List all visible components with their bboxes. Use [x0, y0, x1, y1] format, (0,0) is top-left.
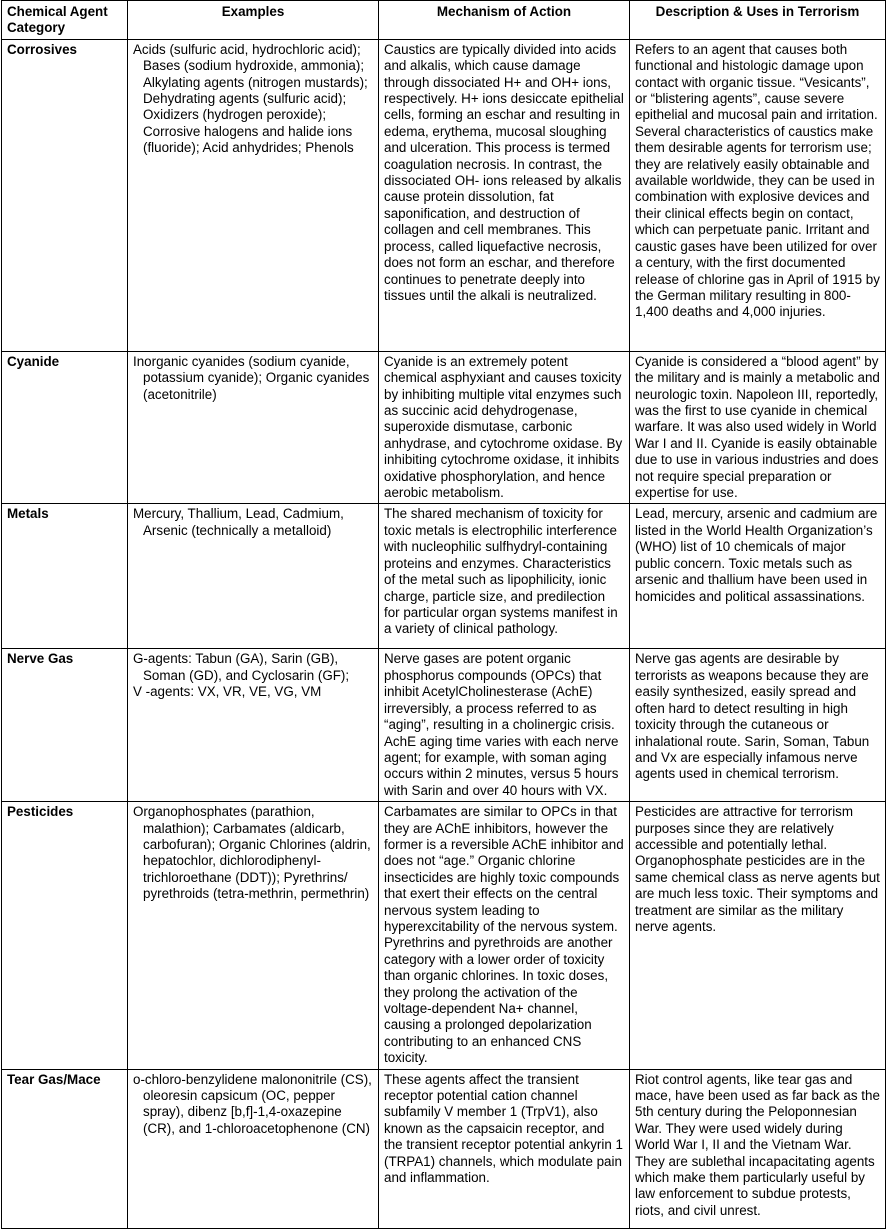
- category-cell: Pesticides: [2, 802, 128, 1070]
- table-row: [2, 504, 886, 649]
- header-description: Description & Uses in Terrorism: [630, 1, 886, 40]
- mechanism-text: Nerve gases are potent organic phosphorus compounds (OPCs) that inhibit AcetylCholinesterase (AchE) irreversibly, a process referred to as “aging”, resulting in a cholinergic crisis. AchE aging time varies with each nerve agent; for example, with soman aging occurs within 2 minutes, versus 5 hours with Sarin and over 40 hours with VX.: [384, 651, 619, 798]
- category-cell: Nerve Gas: [2, 649, 128, 802]
- examples-cell: [128, 351, 379, 504]
- category-cell: Tear Gas/Mace: [2, 1069, 128, 1228]
- examples-cell: [128, 39, 379, 351]
- mechanism-text: These agents affect the transient receptor potential cation channel subfamily V member 1 (TrpV1), also known as the capsaicin receptor, and the transient receptor potential ankyrin 1 (TRPA1) channels, which modulate pain and inflammation.: [384, 1071, 623, 1186]
- examples-cell: [128, 504, 379, 649]
- mechanism-cell: [379, 39, 630, 351]
- description-text: Cyanide is considered a “blood agent” by the military and is mainly a metabolic and neurologic toxin. Napoleon III, reportedly, was the first to use cyanide in chemical warfare. It was also used widely in World War I and II. Cyanide is easily obtainable due to use in various industries and does not require special preparation or expertise for use.: [635, 353, 880, 501]
- examples-cell: [128, 1069, 379, 1228]
- examples-text: o-chloro-benzylidene malononitrile (CS), oleoresin capsicum (OC, pepper spray), dibenz [b,f]-1,4-oxazepine (CR), and 1-chloroacetophenone (CN): [133, 1071, 372, 1136]
- examples-line: G-agents: Tabun (GA), Sarin (GB), Soman (GD), and Cyclosarin (GF);: [133, 651, 350, 683]
- mechanism-cell: [379, 351, 630, 504]
- chemical-agents-table: [1, 0, 886, 1229]
- description-cell: [630, 504, 886, 649]
- examples-line: V -agents: VX, VR, VE, VG, VM: [133, 684, 322, 700]
- category-cell: Corrosives: [2, 39, 128, 351]
- category-cell: Cyanide: [2, 351, 128, 504]
- examples-text: Mercury, Thallium, Lead, Cadmium, Arsenic (technically a metalloid): [133, 506, 344, 538]
- table-row: [2, 1069, 886, 1228]
- mechanism-text: Carbamates are similar to OPCs in that they are AChE inhibitors, however the former is a reversible AChE inhibitor and does not “age.” Organic chlorine insecticides are highly toxic compounds that exert their effects on the central nervous system leading to hyperexcitability of the nervous system. Pyrethrins and pyrethroids are another category with a lower order of toxicity than organic chlorines. In toxic doses, they prolong the activation of the voltage-dependent Na+ channel, causing a prolonged depolarization contributing to an enhanced CNS toxicity.: [384, 804, 624, 1066]
- description-text: Refers to an agent that causes both functional and histologic damage upon contact with organic tissue. “Vesicants”, or “blistering agents”, cause severe epithelial and mucosal pain and irritation. Several characteristics of caustics make them desirable agents for terrorism use; they are relatively easily obtainable and available worldwide, they can be used in combination with explosive devices and their clinical effects begin on contact, which can perpetuate panic. Irritant and caustic gases have been utilized for over a century, with the first documented release of chlorine gas in April of 1915 by the German military resulting in 800-1,400 deaths and 4,000 injuries.: [635, 41, 880, 320]
- mechanism-text: Cyanide is an extremely potent chemical asphyxiant and causes toxicity by inhibiting multiple vital enzymes such as succinic acid dehydrogenase, superoxide dismutase, carbonic anhydrase, and cytochrome oxidase. By inhibiting cytochrome oxidase, it inhibits oxidative phosphorylation, and hence aerobic metabolism.: [384, 353, 623, 501]
- description-text: Pesticides are attractive for terrorism purposes since they are relatively accessible and potentially lethal. Organophosphate pesticides are in the same chemical class as nerve agents but are much less toxic. Their symptoms and treatment are similar as the military nerve agents.: [635, 804, 880, 934]
- table-header-row: [2, 1, 886, 40]
- table-row: [2, 39, 886, 351]
- description-text: Nerve gas agents are desirable by terrorists as weapons because they are easily synthesized, easily spread and often hard to detect resulting in high toxicity through the cutaneous or inhalational route. Sarin, Soman, Tabun and Vx are especially infamous nerve agents used in chemical terrorism.: [635, 651, 870, 782]
- table-row: [2, 802, 886, 1070]
- description-cell: [630, 802, 886, 1070]
- description-text: Riot control agents, like tear gas and mace, have been used as far back as the 5th century during the Peloponnesian War. They were used widely during World War I, II and the Vietnam War. They are sublethal incapacitating agents which make them particularly useful by law enforcement to subdue protests, riots, and civil unrest.: [635, 1071, 880, 1218]
- mechanism-cell: [379, 802, 630, 1070]
- examples-cell: [128, 802, 379, 1070]
- examples-text: Organophosphates (parathion, malathion); Carbamates (aldicarb, carbofuran); Organic Chlorines (aldrin, hepatochlor, dichlorodiphenyl-trichloroethane (DDT)); Pyrethrins/ pyrethroids (tetra-methrin, permethrin): [133, 804, 371, 902]
- mechanism-text: Caustics are typically divided into acids and alkalis, which cause damage through dissociated H+ and OH+ ions, respectively. H+ ions desiccate epithelial cells, forming an eschar and resulting in edema, erythema, mucosal sloughing and ulceration. This process is termed coagulation necrosis. In contrast, the dissociated OH- ions released by alkalis cause protein dissolution, fat saponification, and destruction of collagen and cell membranes. This process, called liquefactive necrosis, does not form an eschar, and therefore continues to penetrate deeply into tissues until the alkali is neutralized.: [384, 41, 624, 303]
- description-cell: [630, 351, 886, 504]
- examples-text: Acids (sulfuric acid, hydrochloric acid); Bases (sodium hydroxide, ammonia); Alkylating agents (nitrogen mustards); Dehydrating agents (sulfuric acid); Oxidizers (hydrogen peroxide); Corrosive halogens and halide ions (fluoride); Acid anhydrides; Phenols: [133, 41, 368, 156]
- mechanism-cell: [379, 504, 630, 649]
- table-row: [2, 351, 886, 504]
- mechanism-cell: [379, 649, 630, 802]
- examples-text: Inorganic cyanides (sodium cyanide, potassium cyanide); Organic cyanides (acetonitrile): [133, 353, 370, 402]
- header-category: Chemical Agent Category: [2, 1, 128, 40]
- description-text: Lead, mercury, arsenic and cadmium are listed in the World Health Organization’s (WHO) list of 10 chemicals of major public concern. Toxic metals such as arsenic and thallium have been used in homicides and political assassinations.: [635, 506, 878, 604]
- description-cell: [630, 39, 886, 351]
- mechanism-cell: [379, 1069, 630, 1228]
- examples-cell: [128, 649, 379, 802]
- table-row: [2, 649, 886, 802]
- header-examples: Examples: [128, 1, 379, 40]
- header-mechanism: Mechanism of Action: [379, 1, 630, 40]
- category-cell: Metals: [2, 504, 128, 649]
- mechanism-text: The shared mechanism of toxicity for toxic metals is electrophilic interference with nucleophilic sulfhydryl-containing proteins and enzymes. Characteristics of the metal such as lipophilicity, ionic charge, particle size, and predilection for particular organ systems manifest in a variety of clinical pathology.: [384, 506, 618, 637]
- description-cell: [630, 1069, 886, 1228]
- description-cell: [630, 649, 886, 802]
